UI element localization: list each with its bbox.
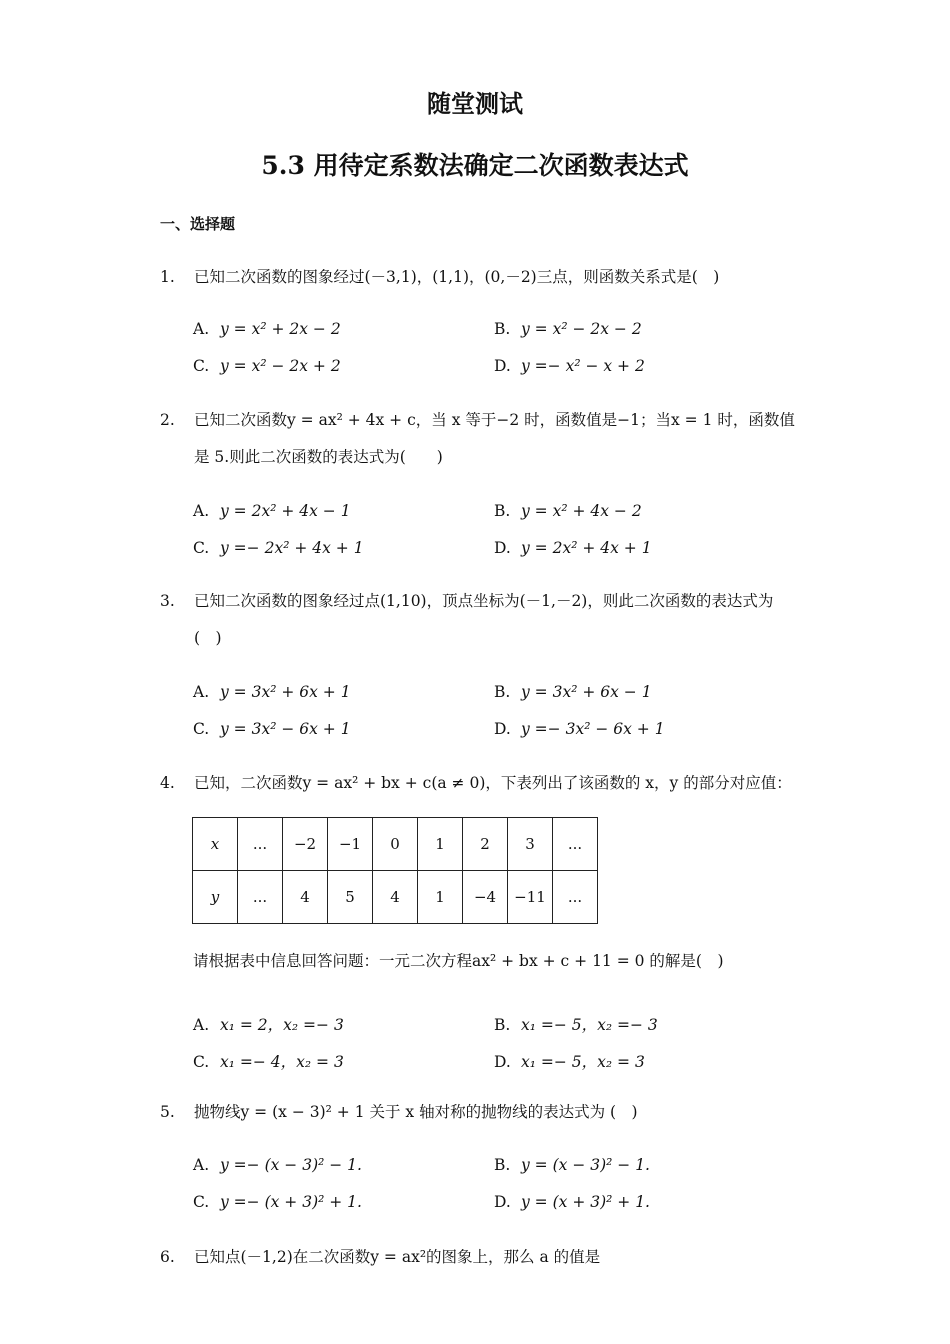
option-label: A. (193, 683, 210, 701)
table-cell: −2 (283, 818, 328, 871)
option-d (494, 539, 652, 557)
table-cell: 4 (373, 871, 418, 924)
table-cell: 1 (418, 871, 463, 924)
option-d (494, 357, 645, 375)
option-label: D. (494, 720, 511, 738)
option-value: y =− (x − 3)² − 1. (220, 1156, 362, 1174)
table-row-y (193, 871, 598, 924)
page-subtitle: 5.3 用待定系数法确定二次函数表达式 (261, 151, 689, 180)
option-a (193, 683, 351, 701)
option-label: D. (494, 539, 511, 557)
table-cell: 4 (283, 871, 328, 924)
option-label: D. (494, 357, 511, 375)
table-cell: −11 (508, 871, 553, 924)
question-number: 3. (160, 592, 175, 610)
table-cell: ... (238, 818, 283, 871)
option-value: y = x² − 2x + 2 (220, 357, 341, 375)
table-cell: 3 (508, 818, 553, 871)
option-value: y = 3x² + 6x + 1 (220, 683, 351, 701)
option-label: C. (193, 1053, 210, 1071)
option-value: y = x² + 4x − 2 (521, 502, 642, 520)
question-number: 4. (160, 774, 175, 792)
question-number: 6. (160, 1248, 175, 1266)
question-number: 1. (160, 268, 175, 286)
option-label: C. (193, 720, 210, 738)
option-label: B. (494, 502, 511, 520)
question-text: 抛物线y = (x − 3)² + 1 关于 x 轴对称的抛物线的表达式为 ( ) (194, 1103, 638, 1121)
option-label: A. (193, 1156, 210, 1174)
option-label: C. (193, 539, 210, 557)
option-c (193, 1193, 362, 1211)
option-label: C. (193, 1193, 210, 1211)
option-b (494, 1156, 650, 1174)
option-a (193, 1156, 362, 1174)
table-cell: ... (238, 871, 283, 924)
option-b (494, 502, 642, 520)
question-number: 5. (160, 1103, 175, 1121)
option-value: y = x² − 2x − 2 (521, 320, 642, 338)
option-d (494, 1050, 645, 1072)
table-cell: ... (553, 818, 598, 871)
option-value: y =− 2x² + 4x + 1 (220, 539, 364, 557)
option-label: D. (494, 1193, 511, 1211)
option-b (494, 320, 642, 338)
option-c (193, 720, 351, 738)
option-label: B. (494, 1016, 511, 1034)
question-number: 2. (160, 411, 175, 429)
option-value: x₁ = 2，x₂ =− 3 (220, 1016, 344, 1034)
option-value: y = 2x² + 4x + 1 (521, 539, 652, 557)
question-2 (160, 402, 800, 476)
option-value: y = 2x² + 4x − 1 (220, 502, 351, 520)
table-cell: y (193, 871, 238, 924)
question-note: 请根据表中信息回答问题：一元二次方程ax² + bx + c + 11 = 0 的解是( ) (193, 952, 724, 970)
option-c (193, 539, 364, 557)
option-a (193, 502, 351, 520)
option-value: y = x² + 2x − 2 (220, 320, 341, 338)
table-cell: 5 (328, 871, 373, 924)
option-d (494, 720, 665, 738)
option-label: B. (494, 320, 511, 338)
option-value: x₁ =− 5，x₂ =− 3 (521, 1016, 658, 1034)
question-text: 已知二次函数的图象经过(－3,1)，(1,1)，(0,－2)三点，则函数关系式是( ) (194, 268, 720, 286)
table-cell: x (193, 818, 238, 871)
option-label: A. (193, 1016, 210, 1034)
option-a (193, 320, 341, 338)
section-heading: 一、选择题 (160, 215, 236, 233)
table-cell: 1 (418, 818, 463, 871)
question-text: 已知二次函数y = ax² + 4x + c，当 x 等于−2 时，函数值是−1；当x = 1 时，函数值是 5.则此二次函数的表达式为( ) (194, 411, 795, 466)
question-4 (160, 765, 800, 802)
question-text: 已知，二次函数y = ax² + bx + c(a ≠ 0)，下表列出了该函数的 x，y 的部分对应值： (194, 774, 792, 792)
option-value: x₁ =− 5，x₂ = 3 (521, 1053, 645, 1071)
option-b (494, 683, 652, 701)
option-c (193, 357, 341, 375)
table-cell: ... (553, 871, 598, 924)
values-table (192, 817, 598, 924)
question-3 (160, 583, 800, 657)
page-title: 随堂测试 (427, 89, 523, 118)
option-label: A. (193, 502, 210, 520)
question-text: 已知点(－1,2)在二次函数y = ax²的图象上，那么 a 的值是 (194, 1248, 601, 1266)
option-c (193, 1050, 344, 1072)
option-value: y = (x − 3)² − 1. (521, 1156, 650, 1174)
option-b (494, 1013, 658, 1035)
option-label: D. (494, 1053, 511, 1071)
table-cell: 0 (373, 818, 418, 871)
option-d (494, 1193, 650, 1211)
option-a (193, 1013, 344, 1035)
option-value: y = (x + 3)² + 1. (521, 1193, 650, 1211)
option-label: B. (494, 683, 511, 701)
option-value: y =− x² − x + 2 (521, 357, 645, 375)
question-5 (160, 1094, 800, 1131)
table-cell: −4 (463, 871, 508, 924)
option-value: y =− (x + 3)² + 1. (220, 1193, 362, 1211)
table-row-x (193, 818, 598, 871)
table-cell: −1 (328, 818, 373, 871)
option-value: y = 3x² − 6x + 1 (220, 720, 351, 738)
question-text: 已知二次函数的图象经过点(1,10)，顶点坐标为(－1,－2)，则此二次函数的表达式为( ) (194, 592, 774, 647)
option-label: A. (193, 320, 210, 338)
question-1 (160, 259, 800, 296)
option-value: y =− 3x² − 6x + 1 (521, 720, 665, 738)
option-value: y = 3x² + 6x − 1 (521, 683, 652, 701)
option-label: C. (193, 357, 210, 375)
option-value: x₁ =− 4，x₂ = 3 (220, 1053, 344, 1071)
option-label: B. (494, 1156, 511, 1174)
question-6 (160, 1239, 800, 1276)
table-cell: 2 (463, 818, 508, 871)
